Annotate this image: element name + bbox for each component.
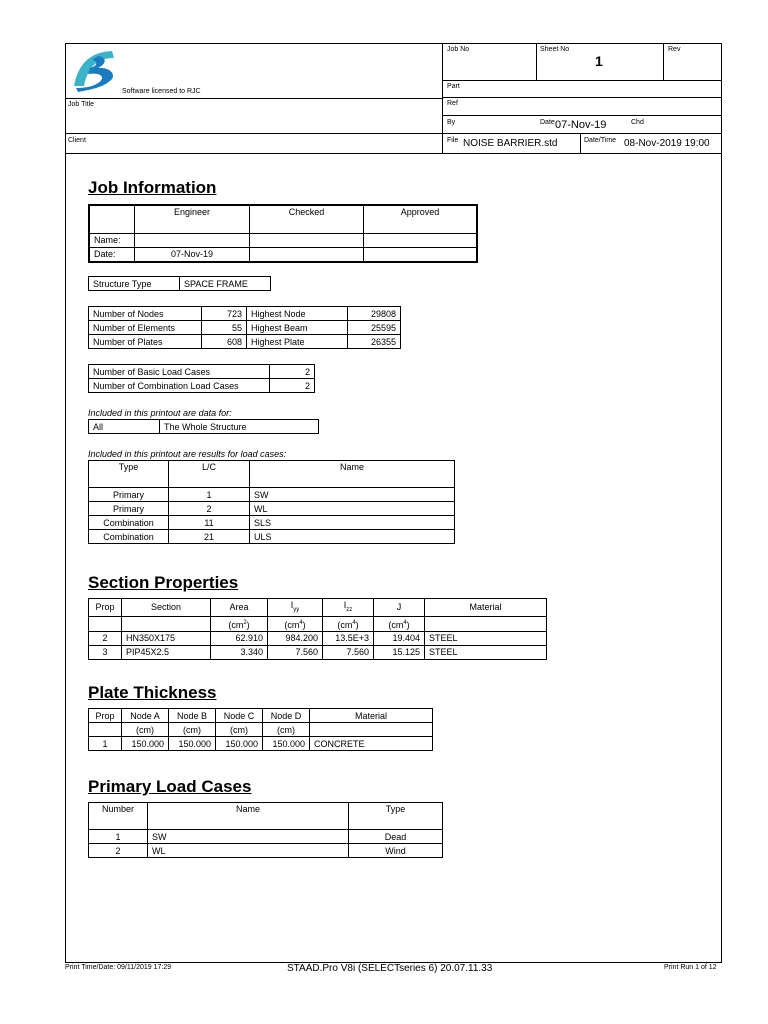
- material-value: STEEL: [425, 645, 547, 659]
- header-divider: [442, 133, 721, 134]
- unit-cell: (cm): [169, 723, 216, 737]
- load-count-value: 2: [270, 365, 315, 379]
- lc-number: 1: [169, 488, 250, 502]
- included-scope: All: [89, 420, 160, 434]
- header-divider: [442, 97, 721, 98]
- load-type: Wind: [349, 844, 443, 858]
- node-b-value: 150.000: [169, 737, 216, 751]
- print-run: Print Run 1 of 12: [664, 964, 717, 971]
- table-row: [89, 599, 547, 617]
- structure-type-label: Structure Type: [89, 277, 180, 291]
- prop-header: Prop: [89, 599, 122, 617]
- node-a-header: Node A: [122, 709, 169, 723]
- job-information-heading: Job Information: [88, 178, 217, 197]
- j-value: 15.125: [374, 645, 425, 659]
- table-row: [89, 737, 433, 751]
- primary-load-cases-heading: Primary Load Cases: [88, 777, 252, 796]
- checked-header: Checked: [250, 205, 364, 233]
- iyy-value: 7.560: [268, 645, 323, 659]
- header-vertical-divider: [580, 133, 581, 154]
- table-cell: [250, 247, 364, 262]
- table-row: [89, 379, 315, 393]
- file-value: NOISE BARRIER.std: [463, 138, 558, 149]
- datetime-value: 08-Nov-2019 19:00: [624, 138, 710, 149]
- unit-exponent: 4: [352, 619, 356, 626]
- included-data-note: Included in this printout are data for:: [88, 408, 232, 418]
- count-value: 55: [202, 321, 247, 335]
- iyy-symbol: I: [290, 600, 294, 610]
- rev-label: Rev: [668, 46, 681, 53]
- count-label: Highest Node: [247, 307, 348, 321]
- table-row: [89, 803, 443, 830]
- by-label: By: [447, 119, 456, 126]
- client-label: Client: [68, 137, 86, 144]
- lc-number: 2: [169, 502, 250, 516]
- load-name: SW: [148, 830, 349, 844]
- load-count-label: Number of Basic Load Cases: [89, 365, 270, 379]
- sheet-no-label: Sheet No: [540, 46, 570, 53]
- count-label: Number of Nodes: [89, 307, 202, 321]
- table-cell: [425, 616, 547, 631]
- load-count-value: 2: [270, 379, 315, 393]
- count-value: 25595: [348, 321, 401, 335]
- load-number: 1: [89, 830, 148, 844]
- material-value: STEEL: [425, 631, 547, 645]
- lc-name: SW: [250, 488, 455, 502]
- table-row: [89, 277, 271, 291]
- unit-text: (cm: [284, 619, 300, 630]
- date-row-label: Date:: [89, 247, 135, 262]
- table-cell: [89, 205, 135, 233]
- table-cell: [250, 233, 364, 247]
- structure-type-value: SPACE FRAME: [180, 277, 271, 291]
- iyy-value: 984.200: [268, 631, 323, 645]
- ref-label: Ref: [447, 100, 458, 107]
- table-row: [89, 516, 455, 530]
- name-header: Name: [250, 461, 455, 488]
- unit-exponent: 2: [243, 619, 247, 626]
- table-row: [89, 488, 455, 502]
- section-properties-table: [88, 598, 547, 660]
- included-data-table: [88, 419, 319, 434]
- table-cell: [89, 616, 122, 631]
- name-header: Name: [148, 803, 349, 830]
- counts-table: [88, 306, 401, 349]
- iyy-unit: [268, 616, 323, 631]
- unit-cell: (cm): [216, 723, 263, 737]
- unit-exponent: 4: [299, 619, 303, 626]
- count-label: Highest Plate: [247, 335, 348, 349]
- lc-type: Combination: [89, 516, 169, 530]
- unit-cell: (cm): [263, 723, 310, 737]
- iyy-subscript: yy: [293, 606, 300, 613]
- area-unit: [211, 616, 268, 631]
- material-header: Material: [425, 599, 547, 617]
- node-d-header: Node D: [263, 709, 310, 723]
- lc-name: SLS: [250, 516, 455, 530]
- table-row: [89, 830, 443, 844]
- table-row: [89, 631, 547, 645]
- section-value: HN350X175: [122, 631, 211, 645]
- unit-exponent: 4: [403, 619, 407, 626]
- datetime-label: Date/Time: [584, 137, 617, 144]
- count-value: 608: [202, 335, 247, 349]
- engineer-date: 07-Nov-19: [135, 247, 250, 262]
- lc-type: Primary: [89, 488, 169, 502]
- table-row: [89, 844, 443, 858]
- unit-text: ): [355, 619, 359, 630]
- section-value: PIP45X2.5: [122, 645, 211, 659]
- included-desc: The Whole Structure: [160, 420, 319, 434]
- section-header: Section: [122, 599, 211, 617]
- count-value: 26355: [348, 335, 401, 349]
- header-divider: [65, 133, 442, 134]
- table-row: [89, 502, 455, 516]
- header-divider: [65, 98, 442, 99]
- license-text: Software licensed to RJC: [122, 88, 201, 95]
- node-c-header: Node C: [216, 709, 263, 723]
- job-info-table: [88, 204, 478, 263]
- table-row: [89, 420, 319, 434]
- prop-value: 3: [89, 645, 122, 659]
- print-time: Print Time/Date: 09/11/2019 17:29: [65, 964, 172, 971]
- izz-unit: [323, 616, 374, 631]
- table-cell: [89, 723, 122, 737]
- type-header: Type: [349, 803, 443, 830]
- part-label: Part: [447, 83, 460, 90]
- table-row: [89, 709, 433, 723]
- table-row: [89, 321, 401, 335]
- izz-subscript: zz: [346, 606, 353, 613]
- j-unit: [374, 616, 425, 631]
- unit-text: ): [406, 619, 410, 630]
- node-d-value: 150.000: [263, 737, 310, 751]
- izz-value: 7.560: [323, 645, 374, 659]
- unit-text: ): [302, 619, 306, 630]
- table-cell: [364, 233, 478, 247]
- plate-thickness-table: [88, 708, 433, 751]
- count-value: 723: [202, 307, 247, 321]
- header-vertical-divider: [442, 43, 443, 154]
- load-count-label: Number of Combination Load Cases: [89, 379, 270, 393]
- load-name: WL: [148, 844, 349, 858]
- unit-text: (cm: [388, 619, 404, 630]
- area-value: 62.910: [211, 631, 268, 645]
- engineer-header: Engineer: [135, 205, 250, 233]
- lc-name: ULS: [250, 530, 455, 544]
- unit-cell: (cm): [122, 723, 169, 737]
- izz-value: 13.5E+3: [323, 631, 374, 645]
- area-value: 3.340: [211, 645, 268, 659]
- area-header: Area: [211, 599, 268, 617]
- material-header: Material: [310, 709, 433, 723]
- primary-load-cases-table: [88, 802, 443, 858]
- lc-number: 11: [169, 516, 250, 530]
- lc-name: WL: [250, 502, 455, 516]
- approved-header: Approved: [364, 205, 478, 233]
- table-row: [89, 365, 315, 379]
- date-value: 07-Nov-19: [555, 119, 607, 131]
- sheet-no-value: 1: [595, 53, 603, 69]
- lc-number: 21: [169, 530, 250, 544]
- table-cell: [310, 723, 433, 737]
- table-row: [89, 233, 477, 247]
- unit-text: ): [246, 619, 250, 630]
- table-row: [89, 247, 477, 262]
- table-row: [89, 530, 455, 544]
- chd-label: Chd: [631, 119, 644, 126]
- izz-symbol: I: [343, 600, 347, 610]
- name-label: Name:: [89, 233, 135, 247]
- table-row: [89, 645, 547, 659]
- plate-thickness-heading: Plate Thickness: [88, 683, 217, 702]
- number-header: Number: [89, 803, 148, 830]
- type-header: Type: [89, 461, 169, 488]
- file-label: File: [447, 137, 459, 144]
- company-logo: [68, 46, 118, 95]
- structure-type-table: [88, 276, 271, 291]
- iyy-header: [268, 599, 323, 617]
- table-row: [89, 616, 547, 631]
- table-row: [89, 461, 455, 488]
- count-label: Highest Beam: [247, 321, 348, 335]
- job-title-label: Job Title: [68, 101, 95, 108]
- table-row: [89, 205, 477, 233]
- table-cell: [122, 616, 211, 631]
- table-cell: [135, 233, 250, 247]
- j-value: 19.404: [374, 631, 425, 645]
- header-bottom-rule: [65, 153, 721, 154]
- prop-header: Prop: [89, 709, 122, 723]
- material-value: CONCRETE: [310, 737, 433, 751]
- table-row: [89, 307, 401, 321]
- load-number: 2: [89, 844, 148, 858]
- job-no-label: Job No: [447, 46, 470, 53]
- prop-value: 1: [89, 737, 122, 751]
- section-properties-heading: Section Properties: [88, 573, 239, 592]
- count-label: Number of Plates: [89, 335, 202, 349]
- table-row: [89, 335, 401, 349]
- load-cases-table: [88, 460, 455, 544]
- prop-value: 2: [89, 631, 122, 645]
- load-count-table: [88, 364, 315, 393]
- count-value: 29808: [348, 307, 401, 321]
- included-results-note: Included in this printout are results for load cases:: [88, 449, 287, 459]
- j-header: J: [374, 599, 425, 617]
- lc-header: L/C: [169, 461, 250, 488]
- node-c-value: 150.000: [216, 737, 263, 751]
- node-a-value: 150.000: [122, 737, 169, 751]
- software-version: STAAD.Pro V8i (SELECTseries 6) 20.07.11.33: [287, 963, 493, 974]
- izz-header: [323, 599, 374, 617]
- unit-text: (cm: [228, 619, 244, 630]
- date-label: Date: [540, 119, 555, 126]
- count-label: Number of Elements: [89, 321, 202, 335]
- table-cell: [364, 247, 478, 262]
- unit-text: (cm: [337, 619, 353, 630]
- node-b-header: Node B: [169, 709, 216, 723]
- load-type: Dead: [349, 830, 443, 844]
- table-row: [89, 723, 433, 737]
- header-divider: [442, 115, 721, 116]
- lc-type: Combination: [89, 530, 169, 544]
- lc-type: Primary: [89, 502, 169, 516]
